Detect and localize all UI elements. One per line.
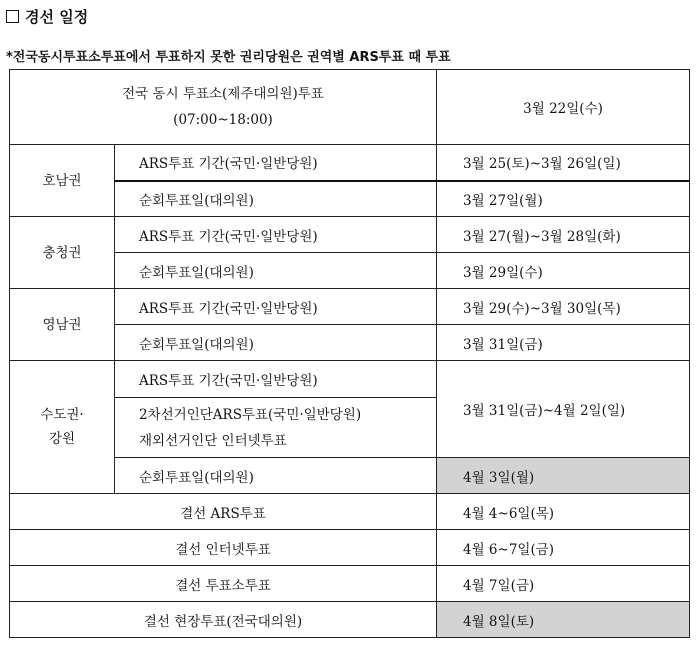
- checkbox-square-icon: [6, 10, 19, 23]
- row-date: 3월 27(월)~3월 28일(화): [437, 217, 690, 253]
- second-ars-label: 2차선거인단ARS투표(국민·일반당원): [139, 406, 362, 423]
- region-gangwon-name: 강원: [48, 431, 76, 447]
- table-row: [10, 289, 690, 325]
- section-heading: [6, 6, 88, 27]
- final-date: 4월 4~6일(목): [437, 494, 690, 530]
- final-date: 4월 7일(금): [437, 566, 690, 602]
- overseas-internet-label: 재외선거인단 인터넷투표: [139, 432, 287, 449]
- final-label: 결선 현장투표(전국대의원): [10, 602, 437, 638]
- row-label: ARS투표 기간(국민·일반당원): [115, 145, 437, 181]
- row-label: 순회투표일(대의원): [115, 181, 437, 217]
- table-row: [10, 566, 690, 602]
- region-capital-gangwon: [10, 361, 115, 494]
- nationwide-vote-cell: [10, 70, 437, 145]
- region-honam: 호남권: [10, 145, 115, 217]
- final-label: 결선 투표소투표: [10, 566, 437, 602]
- table-row: [10, 602, 690, 638]
- capital-merged-date: 3월 31일(금)~4월 2일(일): [437, 361, 690, 458]
- table-row: [10, 361, 690, 398]
- row-date: 3월 29(수)~3월 30일(목): [437, 289, 690, 325]
- table-row: [10, 70, 690, 145]
- row-date-highlighted: 4월 3일(월): [437, 458, 690, 494]
- row-label: ARS투표 기간(국민·일반당원): [115, 289, 437, 325]
- region-yeongnam: 영남권: [10, 289, 115, 361]
- row-date: 3월 25(토)~3월 26일(일): [437, 145, 690, 181]
- table-row: [10, 530, 690, 566]
- table-row: [10, 145, 690, 181]
- row-label: 순회투표일(대의원): [115, 458, 437, 494]
- voting-note: *전국동시투표소투표에서 투표하지 못한 권리당원은 권역별 ARS투표 때 투표: [6, 50, 451, 65]
- final-date-highlighted: 4월 8일(토): [437, 602, 690, 638]
- nationwide-vote-date: 3월 22일(수): [437, 70, 690, 145]
- row-label: 순회투표일(대의원): [115, 253, 437, 289]
- row-label: 순회투표일(대의원): [115, 325, 437, 361]
- final-label: 결선 인터넷투표: [10, 530, 437, 566]
- schedule-table: [9, 69, 690, 638]
- region-chungcheong: 충청권: [10, 217, 115, 289]
- nationwide-vote-label: 전국 동시 투표소(제주대의원)투표: [122, 86, 324, 102]
- table-row: [10, 494, 690, 530]
- region-capital-name: 수도권·: [40, 407, 84, 423]
- row-date: 3월 27일(월): [437, 181, 690, 217]
- row-label: ARS투표 기간(국민·일반당원): [115, 361, 437, 398]
- row-label: ARS투표 기간(국민·일반당원): [115, 217, 437, 253]
- table-row: [10, 217, 690, 253]
- nationwide-vote-hours: (07:00~18:00): [173, 112, 273, 128]
- row-date: 3월 31일(금): [437, 325, 690, 361]
- final-label: 결선 ARS투표: [10, 494, 437, 530]
- row-date: 3월 29일(수): [437, 253, 690, 289]
- section-heading-text: 경선 일정: [25, 8, 89, 26]
- row-label-multiline: [115, 398, 437, 458]
- final-date: 4월 6~7일(금): [437, 530, 690, 566]
